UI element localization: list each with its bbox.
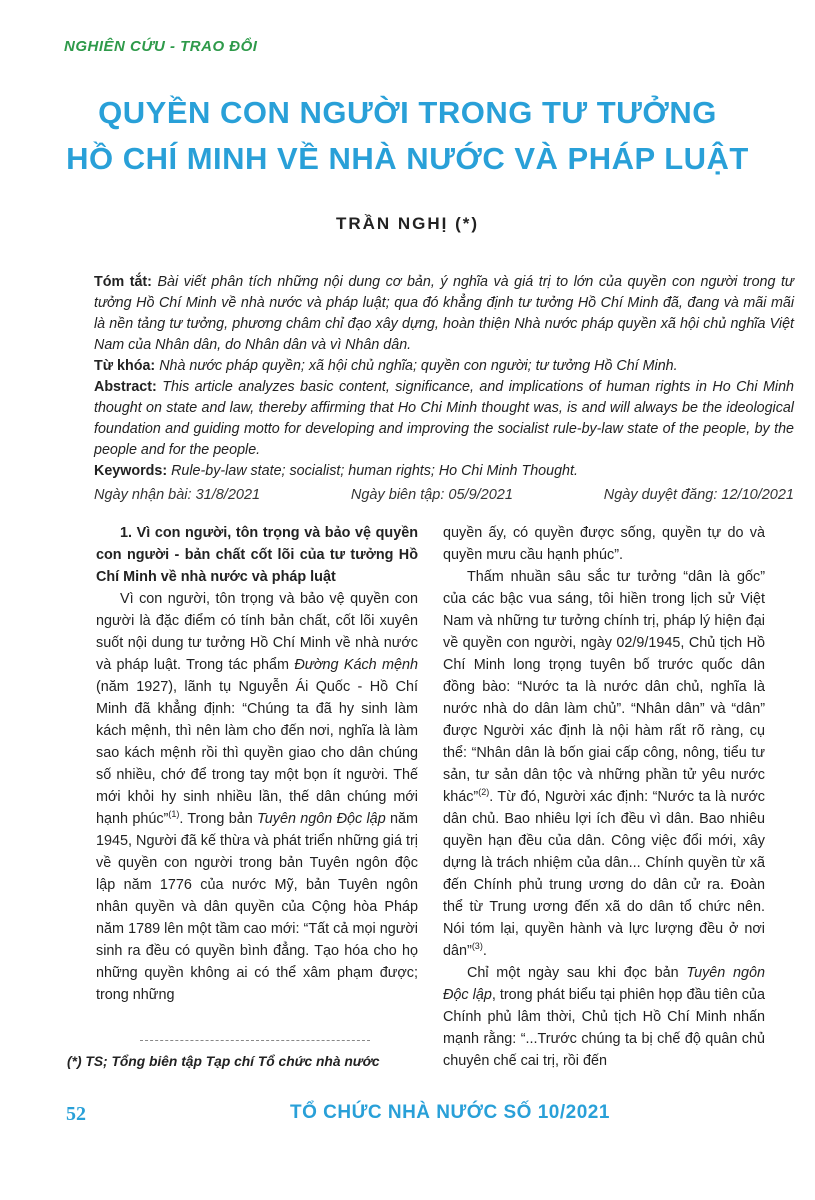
section-heading: 1. Vì con người, tôn trọng và bảo vệ quyền con người - bản chất cốt lõi của tư tưởng Hồ Chí Minh về nhà nước và pháp luật [96, 525, 418, 585]
right-paragraph-1 [443, 566, 765, 962]
title-line-1: QUYỀN CON NGƯỜI TRONG TƯ TƯỞNG [98, 95, 717, 130]
article-title [0, 90, 815, 182]
text-run: . Từ đó, Người xác định: “Nước ta là nước dân chủ. Bao nhiêu lợi ích đều vì dân. Bao nhiêu quyền hạn đều của dân. Công việc đổi mới, xây dựng là trách nhiệm của dân... Chính quyền từ xã đến Chính phủ trung ương do dân cử ra. Đoàn thể từ Trung ương đến xã do dân tổ chức nên. Nói tóm lại, quyền hành và lực lượng đều ở nơi dân” [443, 789, 765, 959]
footnote-ref: (2) [478, 787, 490, 798]
date-received: Ngày nhận bài: 31/8/2021 [94, 487, 261, 503]
right-column [443, 522, 765, 1072]
author-name: TRẦN NGHỊ (*) [335, 214, 480, 233]
keywords-vn [94, 356, 794, 377]
left-column [96, 522, 418, 1006]
title-line-2: HỒ CHÍ MINH VỀ NHÀ NƯỚC VÀ PHÁP LUẬT [66, 141, 749, 176]
author-footnote: (*) TS; Tổng biên tập Tạp chí Tổ chức nhà nước [67, 1054, 380, 1069]
article-dates [94, 487, 794, 503]
footnote-divider [140, 1040, 370, 1041]
abstract-en [94, 377, 794, 461]
summary-vn [94, 272, 794, 356]
date-approved: Ngày duyệt đăng: 12/10/2021 [603, 487, 794, 503]
text-run: (năm 1927), lãnh tụ Nguyễn Ái Quốc - Hồ Chí Minh đã khẳng định: “Chúng ta đã hy sinh làm kách mệnh, thì nên làm cho đến nơi, nghĩa là làm sao kách mệnh rồi thì quyền giao cho dân chúng số nhiều, chớ để trong tay một bọn ít người. Thế mới khỏi hy sinh nhiều lần, thế dân chúng mới hạnh phúc” [96, 679, 418, 827]
text-run: . Trong bản [179, 811, 258, 827]
text-run: Vì con người, tôn trọng và bảo vệ quyền con người là đặc điểm có tính bản chất, cốt lõi xuyên suốt nội dung tư tưởng Hồ Chí Minh về nhà nước và pháp luật. Trong tác phẩm [96, 591, 418, 673]
footnote-ref: (1) [168, 809, 180, 820]
abstract-block [94, 272, 794, 482]
footnote-ref: (3) [471, 941, 483, 952]
abstract-en-label: Abstract: [94, 379, 157, 395]
text-run: , trong phát biểu tại phiên họp đầu tiên của Chính phủ lâm thời, Chủ tịch Hồ Chí Minh nhấn mạnh rằng: “...Trước chúng ta bị chế độ quân chủ chuyên chế cai trị, rồi đến [443, 987, 765, 1069]
text-run: Thấm nhuần sâu sắc tư tưởng “dân là gốc” của các bậc vua sáng, tôi hiền trong lịch sử Việt Nam và những tư tưởng chính trị, pháp lý hiện đại về quyền con người, ngày 02/9/1945, Chủ tịch Hồ Chí Minh long trọng tuyên bố trước quốc dân đồng bào: “Nước ta là nước dân chủ, nghĩa là nước nhà do dân làm chủ”. “Nhân dân” và “dân” được Người xác định là nội hàm rất rõ ràng, cụ thể: “Nhân dân là bốn giai cấp công, nông, tiểu tư sản, tư sản dân tộc và những phần tử yêu nước khác” [443, 569, 765, 805]
text-run: Chỉ một ngày sau khi đọc bản [467, 965, 687, 981]
page-number: 52 [66, 1103, 86, 1125]
keywords-vn-label: Từ khóa: [94, 358, 156, 374]
right-paragraph-0: quyền ấy, có quyền được sống, quyền tự do và quyền mưu cầu hạnh phúc”. [443, 525, 765, 563]
keywords-en-text: Rule-by-law state; socialist; human rights; Ho Chi Minh Thought. [171, 463, 578, 479]
summary-text: Bài viết phân tích những nội dung cơ bản, ý nghĩa và giá trị to lớn của quyền con người trong tư tưởng Hồ Chí Minh về nhà nước và pháp luật; qua đó khẳng định tư tưởng Hồ Chí Minh đã, đang và mãi mãi là nền tảng tư tưởng, phương châm chỉ đạo xây dựng, hoàn thiện Nhà nước pháp quyền xã hội chủ nghĩa Việt Nam của Nhân dân, do Nhân dân và vì Nhân dân. [94, 274, 794, 353]
abstract-en-text: This article analyzes basic content, significance, and implications of human rights in Ho Chi Minh thought on state and law, thereby affirming that Ho Chi Minh thought was, is and will always be the ideological foundation and guiding motto for developing and improving the socialist rule-by-law state of the people, by the people and for the people. [94, 379, 794, 458]
book-title: Đường Kách mệnh [294, 657, 418, 673]
text-run: . [482, 943, 487, 959]
document-title: Tuyên ngôn Độc lập [443, 965, 765, 1003]
left-paragraph-1 [96, 588, 418, 1006]
keywords-en-label: Keywords: [94, 463, 168, 479]
keywords-en [94, 461, 794, 482]
document-title: Tuyên ngôn Độc lập [257, 811, 386, 827]
date-edited: Ngày biên tập: 05/9/2021 [350, 487, 513, 503]
summary-label: Tóm tắt: [94, 274, 152, 290]
journal-issue: TỔ CHỨC NHÀ NƯỚC SỐ 10/2021 [290, 1102, 610, 1123]
keywords-vn-text: Nhà nước pháp quyền; xã hội chủ nghĩa; quyền con người; tư tưởng Hồ Chí Minh. [159, 358, 678, 374]
text-run: năm 1945, Người đã kế thừa và phát triển những giá trị về quyền con người trong bản Tuyên ngôn độc lập năm 1776 của nước Mỹ, bản Tuyên ngôn nhân quyền và dân quyền của Cộng hòa Pháp năm 1789 lên một tầm cao mới: “Tất cả mọi người sinh ra đều có quyền bình đẳng. Tạo hóa cho họ những quyền không ai có thể xâm phạm được; trong những [96, 811, 419, 1003]
right-paragraph-2 [443, 962, 765, 1072]
section-label: NGHIÊN CỨU - TRAO ĐỔI [64, 38, 258, 55]
